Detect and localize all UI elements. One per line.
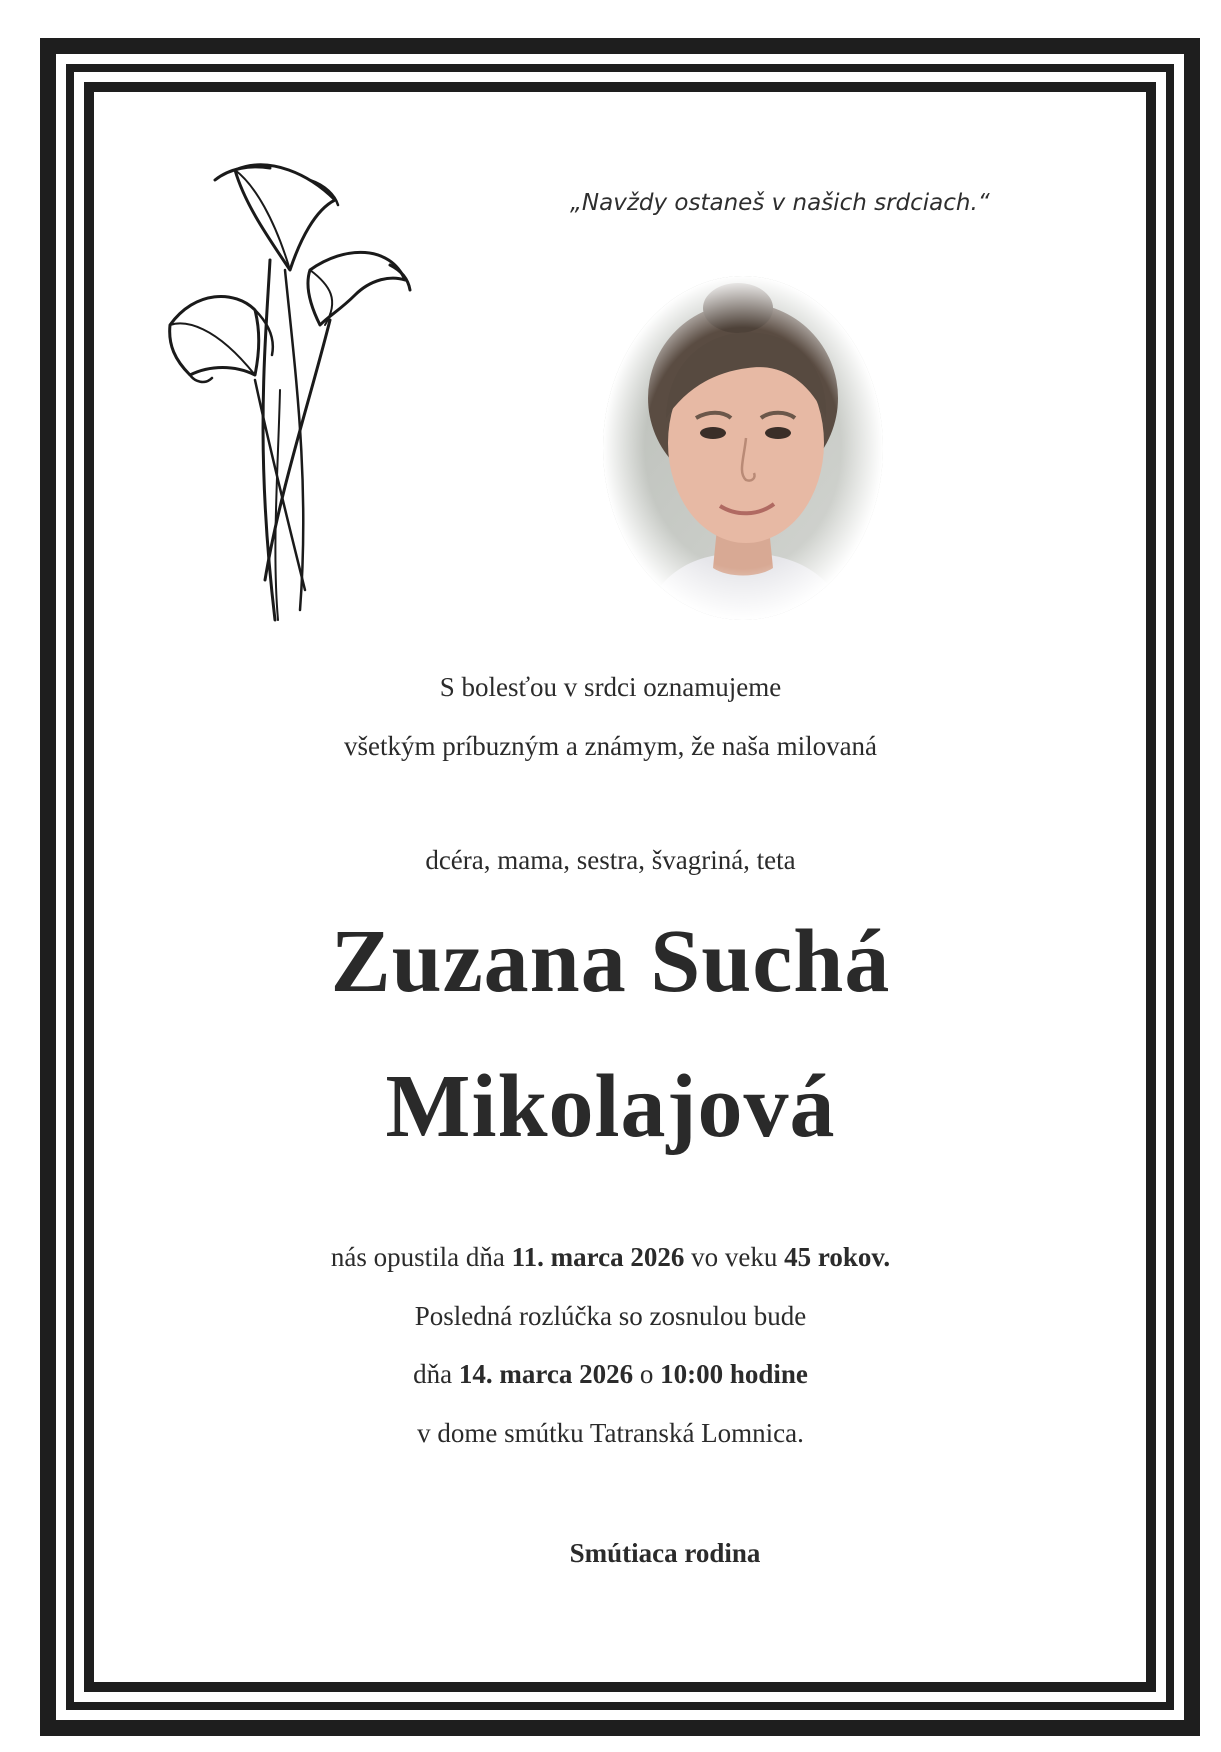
- intro-line-2: všetkým príbuzným a známym, že naša milovaná: [343, 731, 878, 761]
- calla-lily-icon: [160, 150, 450, 630]
- death-announcement: [120, 1242, 1101, 1273]
- portrait-photo: [598, 268, 888, 628]
- ceremony-date: 14. marca 2026: [458, 1359, 634, 1389]
- ceremony-place: v dome smútku Tatranská Lomnica.: [417, 1418, 804, 1448]
- ceremony-middle: o: [633, 1359, 661, 1389]
- deceased-name-line-1: Zuzana Suchá: [330, 912, 891, 1011]
- death-middle: vo veku: [684, 1242, 785, 1272]
- farewell-line: Posledná rozlúčka so zosnulou bude: [414, 1301, 807, 1331]
- motto-quote: „Navždy ostaneš v našich srdciach.“: [570, 190, 990, 216]
- signature: Smútiaca rodina: [569, 1538, 761, 1568]
- deceased-name-line-2: Mikolajová: [385, 1057, 836, 1156]
- death-prefix: nás opustila dňa: [330, 1242, 512, 1272]
- intro-line-1: S bolesťou v srdci oznamujeme: [439, 672, 782, 702]
- ceremony-prefix: dňa: [413, 1359, 459, 1389]
- death-date: 11. marca 2026: [511, 1242, 685, 1272]
- death-age: 45 rokov.: [784, 1242, 891, 1272]
- ceremony-date-line: [150, 1359, 1071, 1390]
- ceremony-time: 10:00 hodine: [660, 1359, 808, 1389]
- family-roles: dcéra, mama, sestra, švagriná, teta: [425, 845, 796, 875]
